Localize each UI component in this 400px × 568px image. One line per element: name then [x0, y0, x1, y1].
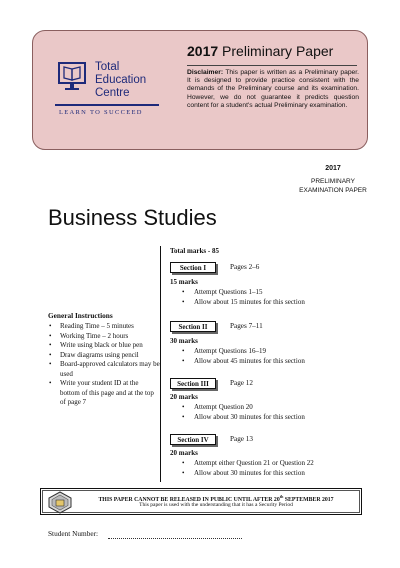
- subject-title: Business Studies: [48, 205, 217, 230]
- list-item: • Attempt Questions 1–15: [182, 288, 305, 298]
- list-item: • Attempt Question 20: [182, 403, 305, 413]
- list-item: • Allow about 30 minutes for this section: [182, 469, 314, 479]
- instructions-title: General Instructions: [48, 311, 113, 320]
- header-title: [187, 43, 333, 59]
- logo-line-3: Centre: [95, 87, 130, 99]
- section-3-pages: Page 12: [230, 379, 253, 387]
- tec-logo: [55, 59, 185, 143]
- release-main-prefix: THIS PAPER CANNOT BE RELEASED IN PUBLIC UNTIL AFTER 20: [98, 496, 280, 503]
- disclaimer-text: This paper is written as a Preliminary paper. It is designed to provide practice consistent with the demands of the Preliminary course and its examination. However, we do not guarantee it predicts question content for a student's actual Preliminary examination.: [187, 69, 359, 109]
- list-item: • Draw diagrams using pencil: [48, 351, 160, 361]
- section-4-bullets: [182, 459, 314, 478]
- section-4-label: Section IV: [170, 434, 216, 445]
- list-item: • Reading Time – 5 minutes: [48, 322, 160, 332]
- logo-line-1: Total: [95, 61, 120, 73]
- release-notice: [40, 488, 362, 515]
- section-2-label: Section II: [170, 321, 216, 332]
- logo-text: [95, 61, 146, 100]
- section-2-bullets: [182, 347, 305, 366]
- section-2-marks: 30 marks: [170, 337, 198, 345]
- list-item: • Allow about 30 minutes for this section: [182, 413, 305, 423]
- column-divider: [160, 246, 161, 482]
- monitor-book-icon: [58, 61, 88, 93]
- release-sub-text: This paper is used with the understanding that it has a Security Period: [139, 502, 293, 508]
- release-main-sup: th: [279, 494, 284, 499]
- list-item: • Board-approved calculators may be used: [48, 360, 160, 379]
- list-item: • Write your student ID at the bottom of this page and at the top of page 7: [48, 379, 160, 408]
- total-marks: Total marks - 85: [170, 247, 219, 255]
- exam-line-1: PRELIMINARY: [311, 178, 355, 185]
- exam-type: [285, 177, 381, 195]
- logo-line-2: Education: [95, 74, 147, 86]
- instructions-list: [48, 322, 160, 408]
- student-number-label: Student Number:: [48, 529, 99, 538]
- student-number-field[interactable]: [108, 538, 242, 539]
- section-1-marks: 15 marks: [170, 278, 198, 286]
- list-item: • Attempt either Question 21 or Question 22: [182, 459, 314, 469]
- section-4-pages: Page 13: [230, 435, 253, 443]
- section-4-marks: 20 marks: [170, 449, 198, 457]
- security-badge-icon: [47, 491, 73, 514]
- disclaimer-label: Disclaimer:: [187, 69, 224, 76]
- header-title-text: Preliminary Paper: [222, 43, 334, 59]
- list-item: • Allow about 45 minutes for this section: [182, 357, 305, 367]
- release-main-suffix: SEPTEMBER 2017: [283, 496, 334, 503]
- section-1-label: Section I: [170, 262, 216, 273]
- cover-year: 2017: [325, 165, 341, 172]
- section-3-marks: 20 marks: [170, 393, 198, 401]
- section-1-pages: Pages 2–6: [230, 263, 260, 271]
- list-item: • Allow about 15 minutes for this section: [182, 298, 305, 308]
- section-2-pages: Pages 7–11: [230, 322, 263, 330]
- section-3-label: Section III: [170, 378, 216, 389]
- list-item: • Working Time – 2 hours: [48, 332, 160, 342]
- disclaimer: [187, 69, 359, 110]
- exam-line-2: EXAMINATION PAPER: [299, 187, 367, 194]
- section-3-bullets: [182, 403, 305, 422]
- list-item: • Attempt Questions 16–19: [182, 347, 305, 357]
- header-year: 2017: [187, 43, 219, 59]
- logo-rule: [55, 104, 159, 106]
- logo-tagline: LEARN TO SUCCEED: [59, 109, 143, 116]
- list-item: • Write using black or blue pen: [48, 341, 160, 351]
- header-banner: [32, 30, 368, 150]
- header-rule: [187, 65, 357, 66]
- section-1-bullets: [182, 288, 305, 307]
